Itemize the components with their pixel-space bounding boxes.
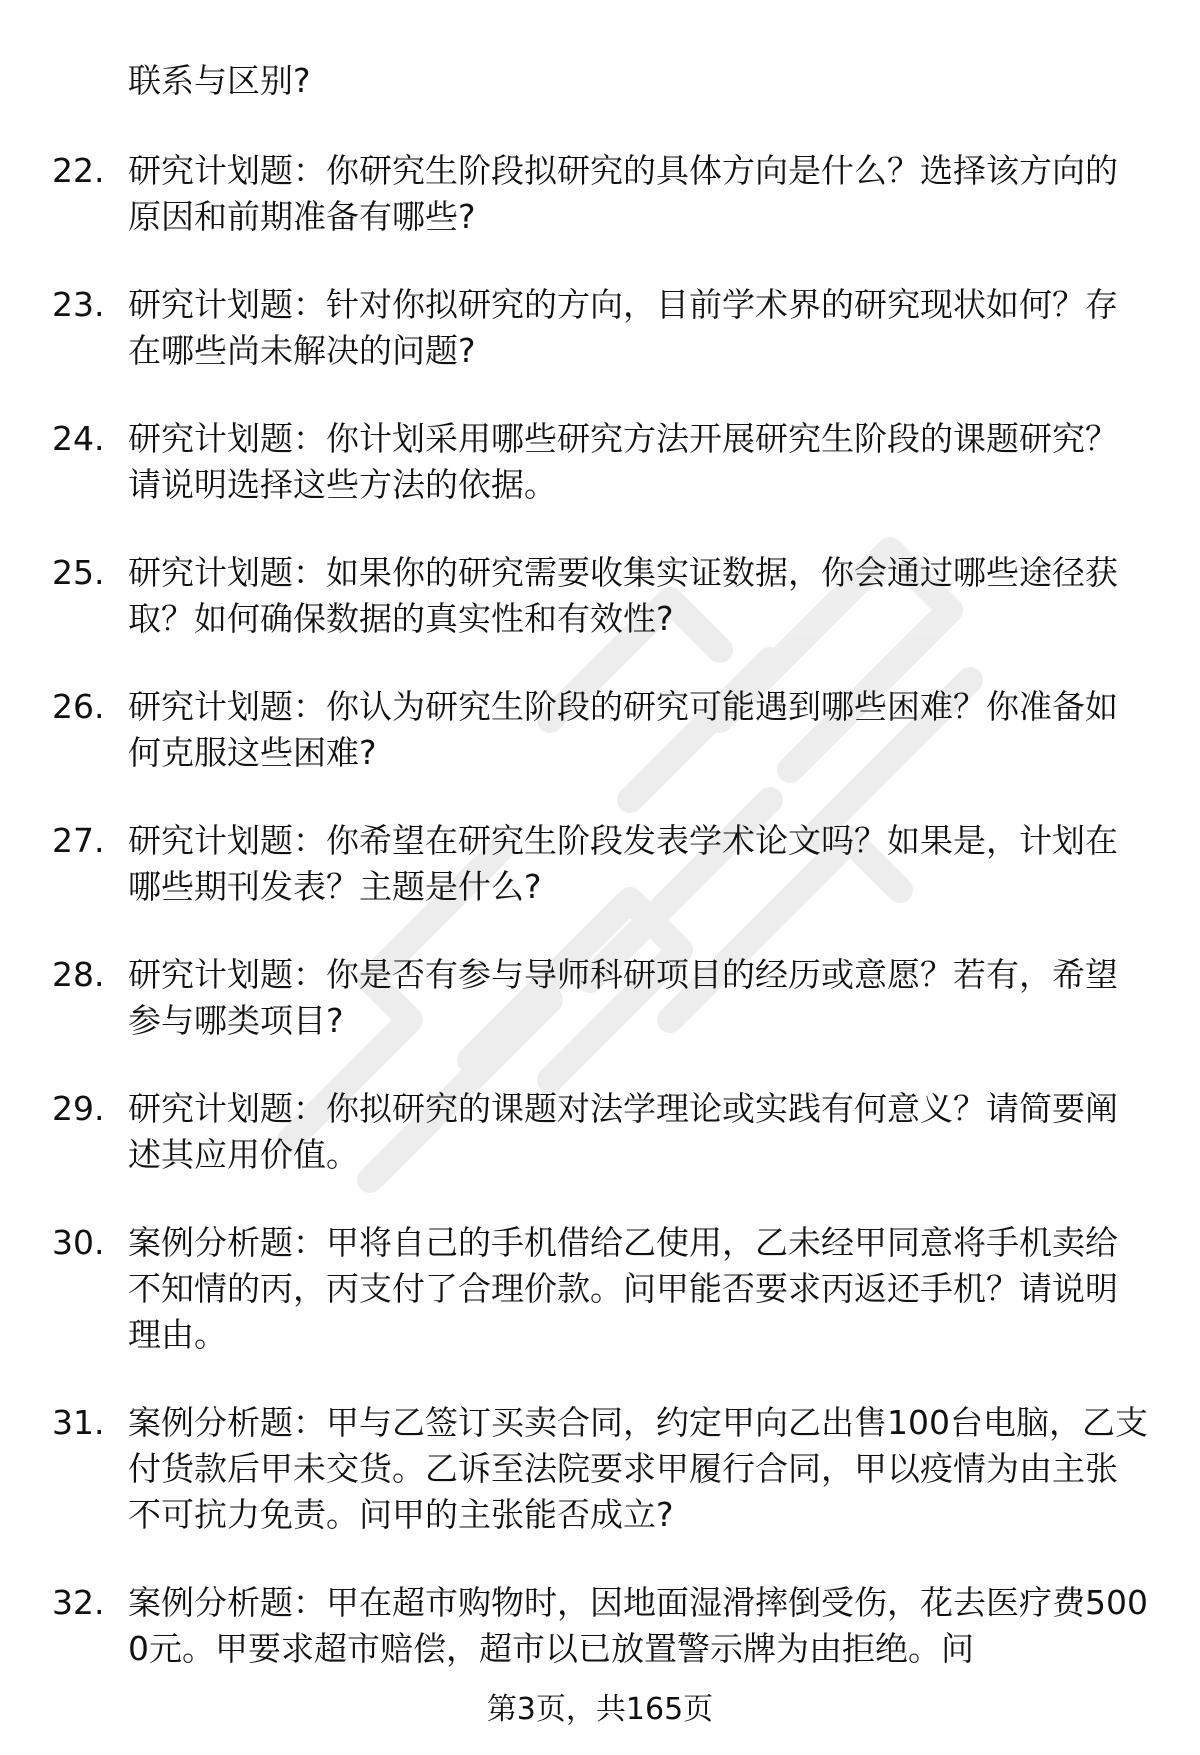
question-text: 研究计划题：你是否有参与导师科研项目的经历或意愿？若有，希望参与哪类项目?: [128, 955, 1118, 1040]
question-number: 23.: [52, 285, 105, 324]
question-text: 研究计划题：你希望在研究生阶段发表学术论文吗？如果是，计划在哪些期刊发表？主题是什么?: [128, 821, 1118, 906]
question-number: 29.: [52, 1089, 105, 1128]
question-text: 研究计划题：你研究生阶段拟研究的具体方向是什么？选择该方向的原因和前期准备有哪些?: [128, 151, 1118, 236]
question-number: 25.: [52, 553, 105, 592]
question-text: 研究计划题：你拟研究的课题对法学理论或实践有何意义？请简要阐述其应用价值。: [128, 1089, 1118, 1174]
question-text: 研究计划题：如果你的研究需要收集实证数据，你会通过哪些途径获取？如何确保数据的真实性和有效性?: [128, 553, 1118, 638]
question-number: 26.: [52, 687, 105, 726]
question-text: 案例分析题：甲在超市购物时，因地面湿滑摔倒受伤，花去医疗费5000元。甲要求超市赔偿，超市以已放置警示牌为由拒绝。问: [128, 1583, 1148, 1668]
list-item: [52, 1580, 1152, 1672]
list-item: [52, 684, 1152, 776]
question-text: 研究计划题：针对你拟研究的方向，目前学术界的研究现状如何？存在哪些尚未解决的问题?: [128, 285, 1118, 370]
list-item: [52, 1086, 1152, 1178]
list-item: [52, 818, 1152, 910]
question-text: 案例分析题：甲将自己的手机借给乙使用，乙未经甲同意将手机卖给不知情的丙，丙支付了合理价款。问甲能否要求丙返还手机？请说明理由。: [128, 1223, 1118, 1354]
list-item: [52, 1400, 1152, 1538]
question-number: 22.: [52, 151, 105, 190]
question-number: 24.: [52, 419, 105, 458]
page-footer: 第3页，共165页: [486, 1692, 714, 1727]
list-item: [52, 550, 1152, 642]
question-number: 31.: [52, 1403, 105, 1442]
question-number: 32.: [52, 1583, 105, 1622]
list-item: [52, 1220, 1152, 1358]
list-item: [52, 282, 1152, 374]
question-number: 27.: [52, 821, 105, 860]
question-number: 28.: [52, 955, 105, 994]
question-list: [52, 58, 1152, 1714]
continued-question-text: 联系与区别?: [128, 61, 311, 100]
question-text: 研究计划题：你计划采用哪些研究方法开展研究生阶段的课题研究？请说明选择这些方法的依据。: [128, 419, 1118, 504]
question-text: 研究计划题：你认为研究生阶段的研究可能遇到哪些困难？你准备如何克服这些困难?: [128, 687, 1118, 772]
question-text: 案例分析题：甲与乙签订买卖合同，约定甲向乙出售100台电脑，乙支付货款后甲未交货。乙诉至法院要求甲履行合同，甲以疫情为由主张不可抗力免责。问甲的主张能否成立?: [128, 1403, 1148, 1534]
list-item: [52, 416, 1152, 508]
question-number: 30.: [52, 1223, 105, 1262]
list-item: [52, 952, 1152, 1044]
list-item: [52, 148, 1152, 240]
